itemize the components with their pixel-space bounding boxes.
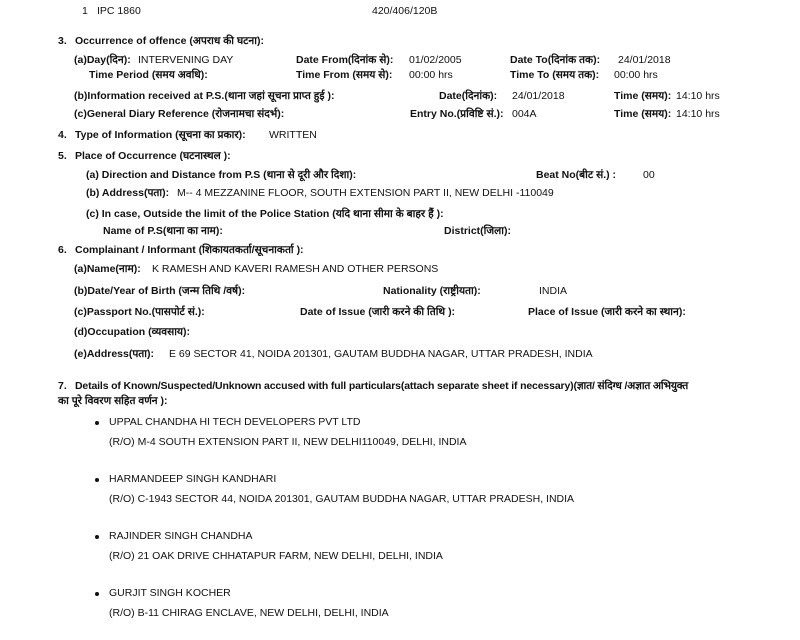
gd-time-value: 14:10 hrs <box>676 108 720 120</box>
section-6-number: 6. <box>58 244 67 256</box>
sections-value: 420/406/120B <box>372 5 438 17</box>
ps-name-label: Name of P.S(थाना का नाम): <box>103 225 223 237</box>
section-3-number: 3. <box>58 35 67 47</box>
direction-distance-label: (a) Direction and Distance from P.S (थाना से दूरी और दिशा): <box>86 169 357 181</box>
date-of-birth-label: (b)Date/Year of Birth (जन्म तिथि /वर्ष): <box>74 285 246 297</box>
day-label: (a)Day(दिन): <box>74 54 131 66</box>
day-value: INTERVENING DAY <box>138 54 234 66</box>
section-5-number: 5. <box>58 150 67 162</box>
bullet-icon <box>95 478 99 482</box>
date-to-value: 24/01/2018 <box>618 54 671 66</box>
outside-limit-label: (c) In case, Outside the limit of the Police Station (यदि थाना सीमा के बाहर हैं ): <box>86 208 444 220</box>
section-4-number: 4. <box>58 129 67 141</box>
accused-address: (R/O) C-1943 SECTOR 44, NOIDA 201301, GAUTAM BUDDHA NAGAR, UTTAR PRADESH, INDIA <box>109 493 575 505</box>
date-from-value: 01/02/2005 <box>409 54 462 66</box>
passport-label: (c)Passport No.(पासपोर्ट सं.): <box>74 306 205 318</box>
section-6-title: Complainant / Informant (शिकायतकर्ता/सूचनाकर्ता ): <box>75 244 304 256</box>
complainant-name-value: K RAMESH AND KAVERI RAMESH AND OTHER PERSONS <box>152 263 439 275</box>
bullet-icon <box>95 421 99 425</box>
accused-address: (R/O) B-11 CHIRAG ENCLAVE, NEW DELHI, DELHI, INDIA <box>109 607 389 619</box>
accused-name: RAJINDER SINGH CHANDHA <box>109 530 253 542</box>
nationality-label: Nationality (राष्ट्रीयता): <box>383 285 481 297</box>
accused-address: (R/O) 21 OAK DRIVE CHHATAPUR FARM, NEW DELHI, DELHI, INDIA <box>109 550 443 562</box>
time-from-label: Time From (समय से): <box>296 69 393 81</box>
beat-number-value: 00 <box>643 169 655 181</box>
section-5-title: Place of Occurrence (घटनास्थल ): <box>75 150 231 162</box>
accused-name: GURJIT SINGH KOCHER <box>109 587 231 599</box>
entry-number-value: 004A <box>512 108 537 120</box>
time-to-value: 00:00 hrs <box>614 69 658 81</box>
time-period-label: Time Period (समय अवधि): <box>89 69 208 81</box>
bullet-icon <box>95 535 99 539</box>
type-of-information-value: WRITTEN <box>269 129 317 141</box>
info-received-label: (b)Information received at P.S.(थाना जहां सूचना प्राप्त हुई ): <box>74 90 335 102</box>
accused-name: UPPAL CHANDHA HI TECH DEVELOPERS PVT LTD <box>109 416 361 428</box>
accused-address: (R/O) M-4 SOUTH EXTENSION PART II, NEW DELHI110049, DELHI, INDIA <box>109 436 467 448</box>
occupation-label: (d)Occupation (व्यवसाय): <box>74 326 190 338</box>
place-address-value: M-- 4 MEZZANINE FLOOR, SOUTH EXTENSION PART II, NEW DELHI -110049 <box>177 187 554 199</box>
date-from-label: Date From(दिनांक से): <box>296 54 394 66</box>
complainant-address-value: E 69 SECTOR 41, NOIDA 201301, GAUTAM BUDDHA NAGAR, UTTAR PRADESH, INDIA <box>169 348 593 360</box>
place-address-label: (b) Address(पता): <box>86 187 170 199</box>
entry-number-label: Entry No.(प्रविष्टि सं.): <box>410 108 504 120</box>
complainant-name-label: (a)Name(नाम): <box>74 263 141 275</box>
section-7-title: Details of Known/Suspected/Unknown accused with full particulars(attach separate sheet if necessary)(ज्ञात/ संदिग्ध /अज्ञात अभियुक्त <box>75 380 689 392</box>
time-to-label: Time To (समय तक): <box>510 69 600 81</box>
beat-number-label: Beat No(बीट सं.) : <box>536 169 617 181</box>
gd-time-label: Time (समय): <box>614 108 672 120</box>
complainant-address-label: (e)Address(पता): <box>74 348 155 360</box>
section-7-number: 7. <box>58 380 67 392</box>
time-from-value: 00:00 hrs <box>409 69 453 81</box>
type-of-information-label: Type of Information (सूचना का प्रकार): <box>75 129 246 141</box>
serial-number: 1 <box>82 5 88 17</box>
bullet-icon <box>95 592 99 596</box>
general-diary-label: (c)General Diary Reference (रोजनामचा संदर्भ): <box>74 108 285 120</box>
info-time-value: 14:10 hrs <box>676 90 720 102</box>
info-time-label: Time (समय): <box>614 90 672 102</box>
section-7-title-cont: का पूरे विवरण सहित वर्णन ): <box>58 395 168 407</box>
nationality-value: INDIA <box>539 285 568 297</box>
date-to-label: Date To(दिनांक तक): <box>510 54 601 66</box>
act-name: IPC 1860 <box>97 5 141 17</box>
info-date-value: 24/01/2018 <box>512 90 565 102</box>
place-of-issue-label: Place of Issue (जारी करने का स्थान): <box>528 306 686 318</box>
accused-name: HARMANDEEP SINGH KANDHARI <box>109 473 277 485</box>
district-label: District(जिला): <box>444 225 512 237</box>
section-3-title: Occurrence of offence (अपराध की घटना): <box>75 35 264 47</box>
date-of-issue-label: Date of Issue (जारी करने की तिथि ): <box>300 306 456 318</box>
info-date-label: Date(दिनांक): <box>439 90 498 102</box>
